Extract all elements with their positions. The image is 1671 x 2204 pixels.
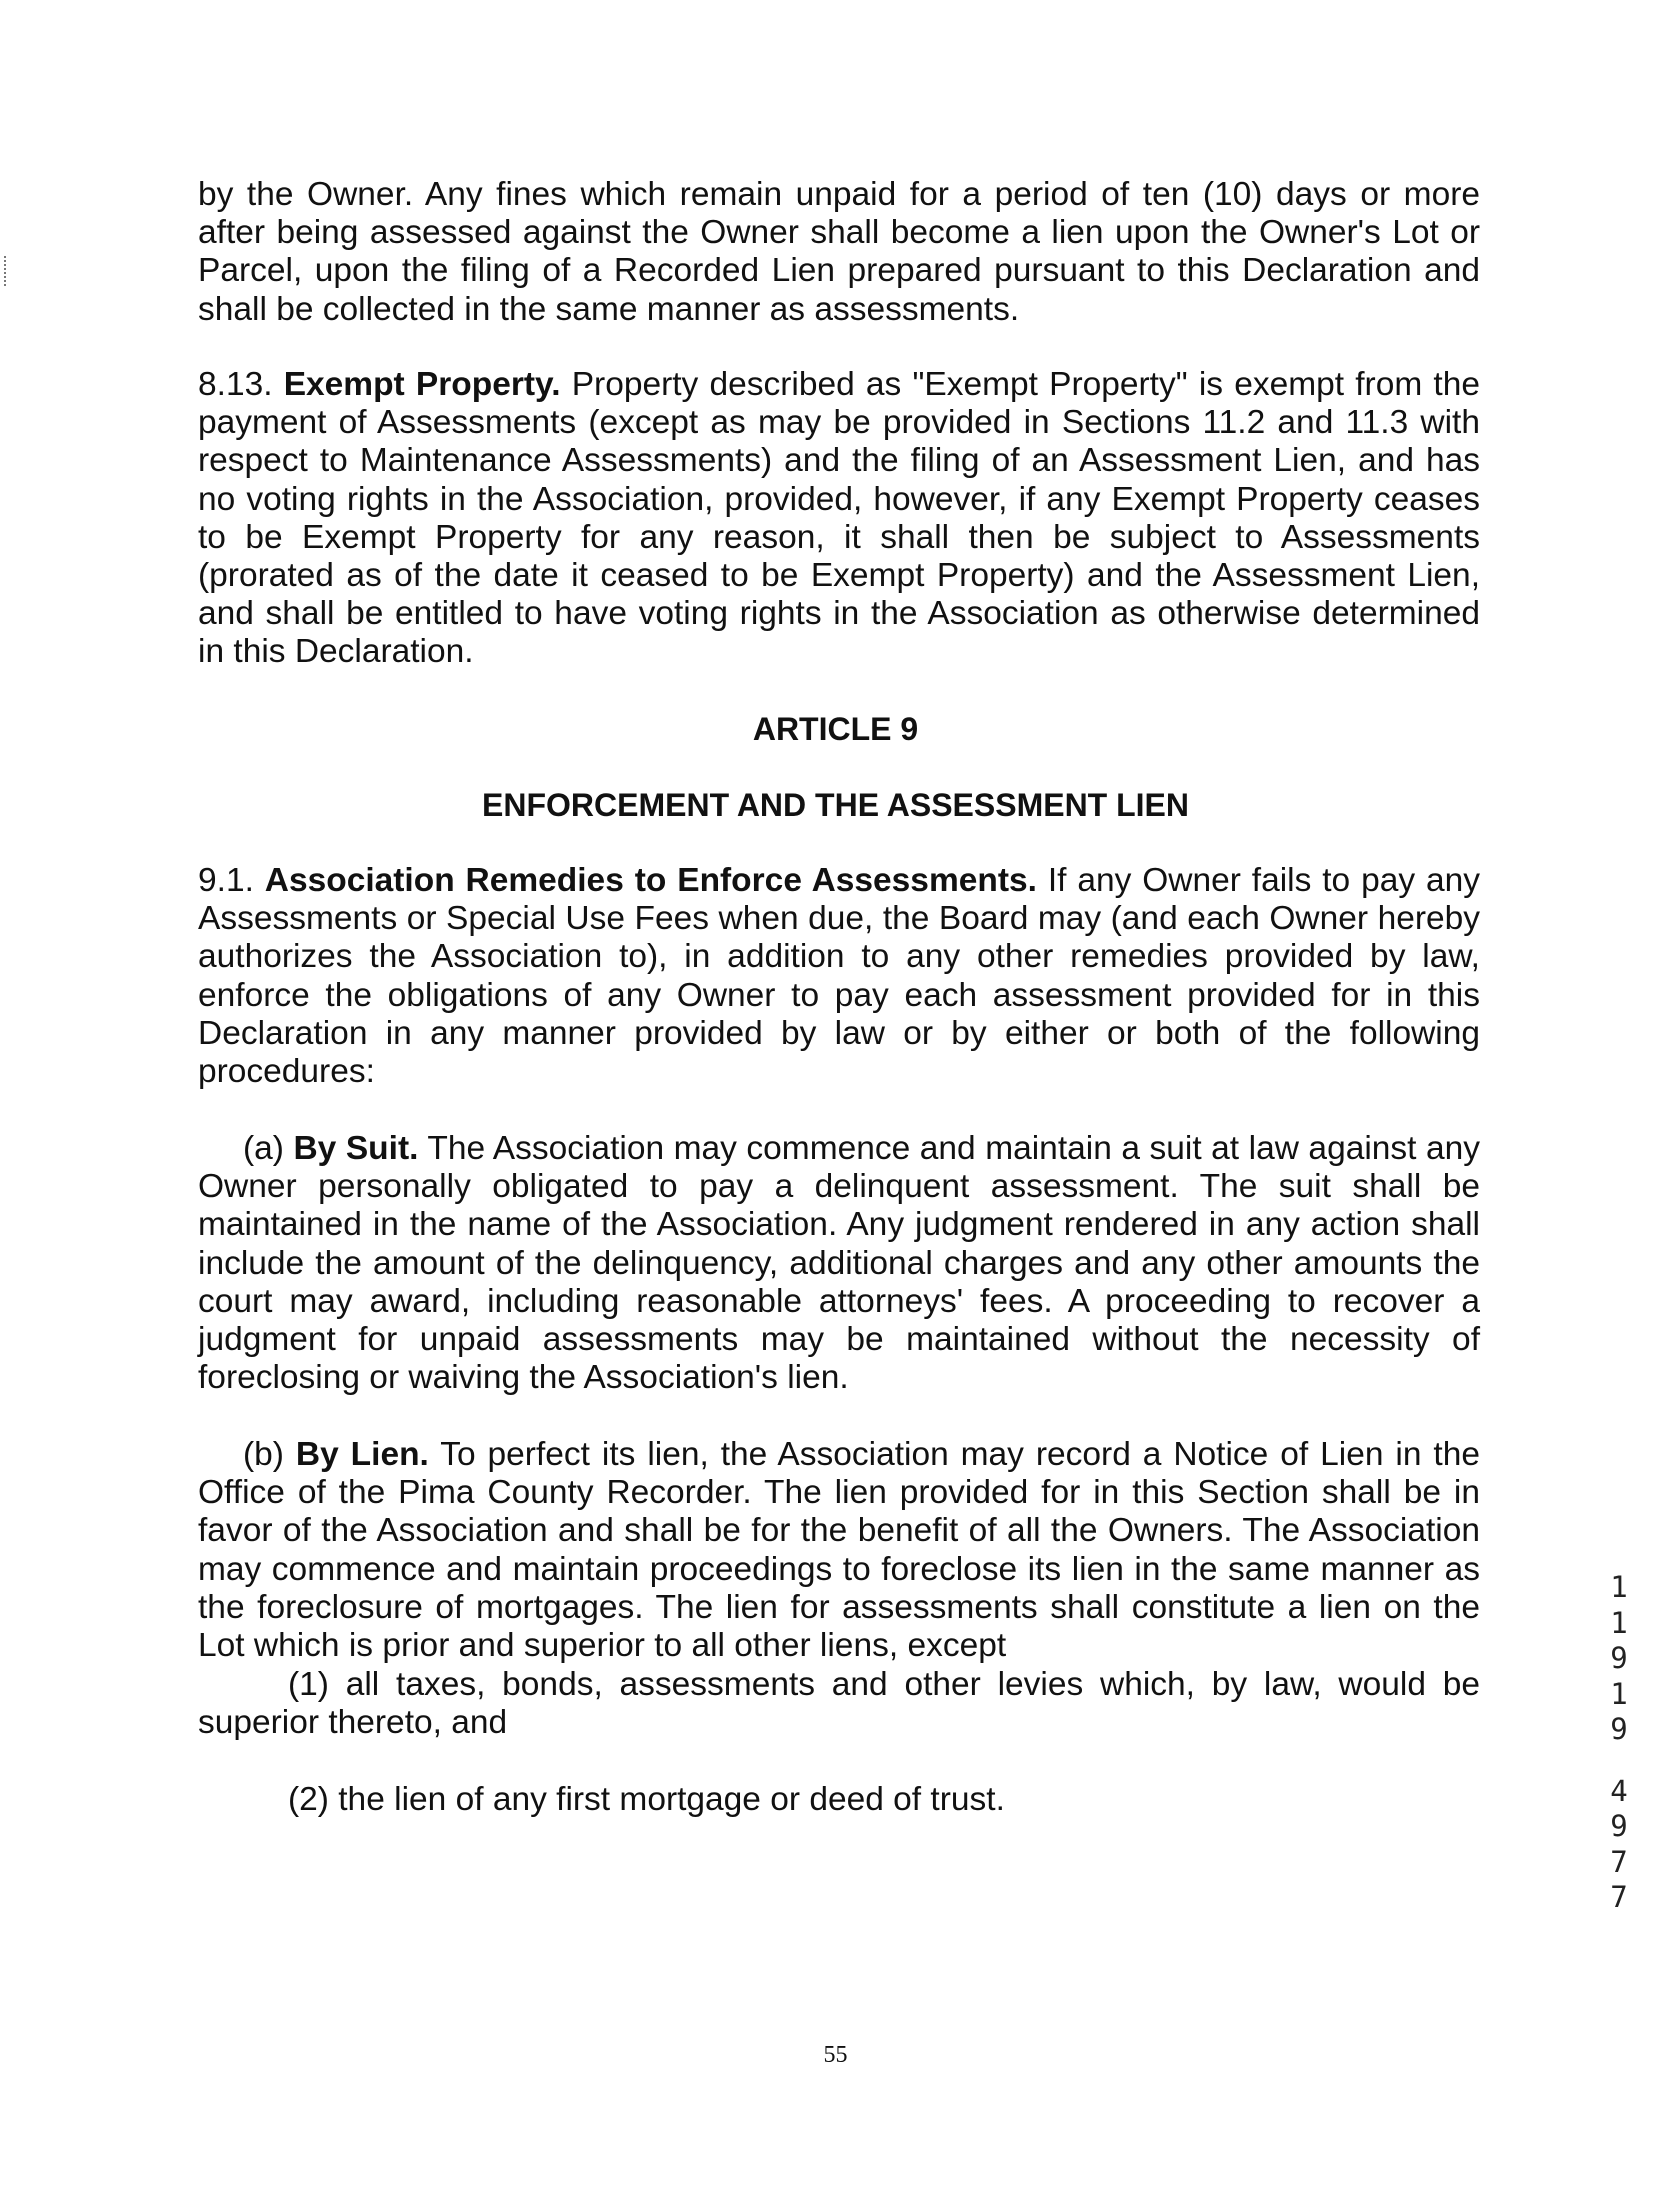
article-title: ENFORCEMENT AND THE ASSESSMENT LIEN bbox=[482, 787, 1189, 823]
margin-mark bbox=[4, 256, 8, 286]
exception-text: (2) the lien of any first mortgage or deed of trust. bbox=[288, 1781, 1005, 1818]
section-body: Property described as "Exempt Property" is exempt from the payment of Assessments (except as may be provided in Sections 11.2 and 11.3 with respect to Maintenance Assessments) and the filing of an Assessment Lien, and has no voting rights in the Association, provided, however, if any Exempt Property ceases to be Exempt Property for any reason, it shall then be subject to Assessments (prorated as of the date it ceased to be Exempt Property) and the Assessment Lien, and shall be entitled to have voting rights in the Association as otherwise determined in this Declaration. bbox=[198, 366, 1480, 671]
section-9-1-paragraph: 9.1. Association Remedies to Enforce Assessments. If any Owner fails to pay any Assessments or Special Use Fees when due, the Board may (and each Owner hereby authorizes the Association to), in addition to any other remedies provided by law, enforce the obligations of any Owner to pay each assessment provided for in this Declaration in any manner provided by law or by either or both of the following procedures: bbox=[198, 862, 1480, 1091]
stamp-digit: 1 bbox=[1610, 1676, 1628, 1711]
stamp-digit: 4 bbox=[1610, 1773, 1628, 1808]
stamp-digit: 7 bbox=[1610, 1880, 1628, 1914]
stamp-digit: 1 bbox=[1610, 1570, 1628, 1604]
page-number: 55 bbox=[823, 2042, 848, 2068]
stamp-digit: 9 bbox=[1610, 1809, 1628, 1843]
section-8-13-paragraph: 8.13. Exempt Property. Property described as "Exempt Property" is exempt from the payment of Assessments (except as may be provided in Sections 11.2 and 11.3 with respect to Maintenance Assessments) and the filing of an Assessment Lien, and has no voting rights in the Association, provided, however, if any Exempt Property ceases to be Exempt Property for any reason, it shall then be subject to Assessments (prorated as of the date it ceased to be Exempt Property) and the Assessment Lien, and shall be entitled to have voting rights in the Association as otherwise determined in this Declaration. bbox=[198, 366, 1480, 671]
subsection-label: (b) bbox=[243, 1436, 284, 1473]
article-label: ARTICLE 9 bbox=[752, 711, 919, 747]
recording-stamp bbox=[1604, 1570, 1634, 1916]
section-body: If any Owner fails to pay any Assessments or Special Use Fees when due, the Board may (and each Owner hereby authorizes the Association to), in addition to any other remedies provided by law, enforce the obligations of any Owner to pay each assessment provided for in this Declaration in any manner provided by law or by either or both of the following procedures: bbox=[198, 862, 1480, 1091]
subsection-title: By Suit bbox=[293, 1130, 410, 1167]
subsection-title: By Lien bbox=[295, 1436, 420, 1473]
continuation-paragraph bbox=[198, 176, 1480, 329]
continuation-text: by the Owner. Any fines which remain unpaid for a period of ten (10) days or more after being assessed against the Owner shall become a lien upon the Owner's Lot or Parcel, upon the filing of a Recorded Lien prepared pursuant to this Declaration and shall be collected in the same manner as assessments. bbox=[198, 176, 1480, 328]
stamp-digit: 9 bbox=[1610, 1641, 1628, 1675]
section-title: Association Remedies to Enforce Assessments bbox=[264, 862, 1028, 899]
stamp-digit: 7 bbox=[1610, 1844, 1628, 1879]
subsection-body: To perfect its lien, the Association may record a Notice of Lien in the Office of the Pima County Recorder. The lien provided for in this Section shall be in favor of the Association and shall be for the benefit of all the Owners. The Association may commence and maintain proceedings to foreclose its lien in the same manner as the foreclosure of mortgages. The lien for assessments shall constitute a lien on the Lot which is prior and superior to all other liens, except bbox=[198, 1436, 1481, 1665]
stamp-digit: 9 bbox=[1610, 1712, 1628, 1746]
subsection-a-paragraph: (a) By Suit. The Association may commence and maintain a suit at law against any Owner personally obligated to pay a delinquent assessment. The suit shall be maintained in the name of the Association. Any judgment rendered in any action shall include the amount of the delinquency, additional charges and any other amounts the court may award, including reasonable attorneys' fees. A proceeding to recover a judgment for unpaid assessments may be maintained without the necessity of foreclosing or waiving the Association's lien. bbox=[198, 1130, 1481, 1397]
subsection-label: (a) bbox=[243, 1130, 284, 1167]
section-number: 8.13. bbox=[198, 366, 273, 403]
section-title: Exempt Property bbox=[283, 366, 552, 403]
subsection-body: The Association may commence and maintain a suit at law against any Owner personally obligated to pay a delinquent assessment. The suit shall be maintained in the name of the Association. Any judgment rendered in any action shall include the amount of the delinquency, additional charges and any other amounts the court may award, including reasonable attorneys' fees. A proceeding to recover a judgment for unpaid assessments may be maintained without the necessity of foreclosing or waiving the Association's lien. bbox=[198, 1130, 1481, 1397]
subsection-b-paragraph: (b) By Lien. To perfect its lien, the Association may record a Notice of Lien in the Office of the Pima County Recorder. The lien provided for in this Section shall be in favor of the Association and shall be for the benefit of all the Owners. The Association may commence and maintain proceedings to foreclose its lien in the same manner as the foreclosure of mortgages. The lien for assessments shall constitute a lien on the Lot which is prior and superior to all other liens, except bbox=[198, 1436, 1481, 1665]
section-number: 9.1. bbox=[198, 862, 254, 899]
exception-1-paragraph bbox=[198, 1666, 1480, 1742]
exception-text: (1) all taxes, bonds, assessments and other levies which, by law, would be superior thereto, and bbox=[198, 1666, 1480, 1742]
exception-2-paragraph bbox=[198, 1781, 1480, 1819]
stamp-digit: 1 bbox=[1610, 1605, 1628, 1640]
